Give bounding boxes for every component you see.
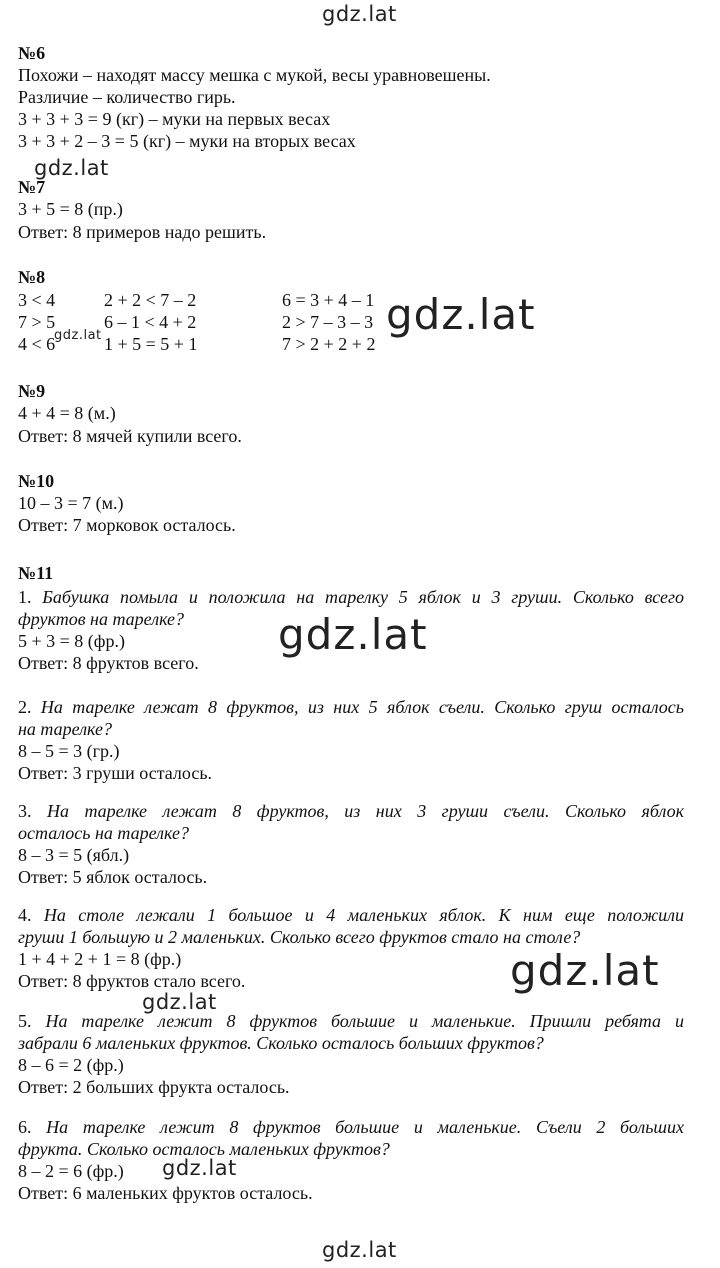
watermark-bottom: gdz.lat: [322, 1238, 397, 1262]
watermark-top: gdz.lat: [322, 2, 397, 26]
answer: Ответ: 8 фруктов всего.: [18, 653, 199, 673]
task-4-line-2: груши 1 большую и 2 маленьких. Сколько всего фруктов стало на столе?: [18, 927, 581, 947]
heading-10: №10: [18, 471, 55, 491]
task-5-line-1: [18, 1010, 684, 1032]
comparison: 3 < 4: [18, 290, 56, 310]
task-text: На столе лежали 1 большое и 4 маленьких яблок. К ним еще положили: [43, 905, 684, 925]
task-1-line-2: фруктов на тарелке?: [18, 609, 185, 629]
watermark-s8-small: gdz.lat: [54, 328, 102, 343]
answer: Ответ: 3 груши осталось.: [18, 763, 213, 783]
watermark-s11-5: gdz.lat: [142, 990, 217, 1014]
heading-7: №7: [18, 177, 46, 197]
watermark-s8-large: gdz.lat: [386, 290, 536, 339]
comparison: 2 + 2 < 7 – 2: [104, 290, 197, 310]
answer: Ответ: 2 больших фрукта осталось.: [18, 1077, 290, 1097]
comparison: 1 + 5 = 5 + 1: [104, 334, 198, 354]
task-number: 4.: [18, 905, 32, 925]
task-3-line-1: [18, 800, 684, 822]
answer: Ответ: 5 яблок осталось.: [18, 867, 208, 887]
calculation: 1 + 4 + 2 + 1 = 8 (фр.): [18, 949, 182, 969]
text-line: Ответ: 8 мячей купили всего.: [18, 426, 242, 446]
text-line: Различие – количество гирь.: [18, 87, 236, 107]
calculation: 8 – 6 = 2 (фр.): [18, 1055, 124, 1075]
comparison: 7 > 2 + 2 + 2: [282, 334, 376, 354]
task-text: На тарелке лежат 8 фруктов, из них 3 груши съели. Сколько яблок: [46, 801, 684, 821]
comparison: 2 > 7 – 3 – 3: [282, 312, 374, 332]
task-6-line-2: фрукта. Сколько осталось маленьких фруктов?: [18, 1139, 390, 1159]
task-number: 1.: [18, 587, 32, 607]
heading-8: №8: [18, 267, 46, 287]
text-line: Ответ: 8 примеров надо решить.: [18, 222, 267, 242]
task-number: 6.: [18, 1117, 32, 1137]
text-line: 4 + 4 = 8 (м.): [18, 403, 116, 423]
task-number: 5.: [18, 1011, 32, 1031]
task-number: 2.: [18, 697, 32, 717]
comparison: 6 – 1 < 4 + 2: [104, 312, 197, 332]
calculation: 5 + 3 = 8 (фр.): [18, 631, 125, 651]
task-text: На тарелке лежит 8 фруктов большие и маленькие. Пришли ребята и: [45, 1011, 684, 1031]
answer: Ответ: 6 маленьких фруктов осталось.: [18, 1183, 313, 1203]
task-text: Бабушка помыла и положила на тарелку 5 яблок и 3 груши. Сколько всего: [42, 587, 685, 607]
task-number: 3.: [18, 801, 32, 821]
text-line: Ответ: 7 морковок осталось.: [18, 515, 236, 535]
text-line: 3 + 3 + 2 – 3 = 5 (кг) – муки на вторых весах: [18, 131, 356, 151]
task-2-line-1: [18, 696, 684, 718]
answer: Ответ: 8 фруктов стало всего.: [18, 971, 246, 991]
task-text: На тарелке лежит 8 фруктов большие и маленькие. Съели 2 больших: [46, 1117, 685, 1137]
comparison: 6 = 3 + 4 – 1: [282, 290, 375, 310]
text-line: Похожи – находят массу мешка с мукой, весы уравновешены.: [18, 65, 491, 85]
heading-11: №11: [18, 563, 54, 583]
watermark-s7: gdz.lat: [34, 156, 109, 180]
task-2-line-2: на тарелке?: [18, 719, 112, 739]
calculation: 8 – 5 = 3 (гр.): [18, 741, 120, 761]
heading-6: №6: [18, 43, 46, 63]
watermark-s11-4: gdz.lat: [510, 946, 660, 995]
task-4-line-1: [18, 904, 684, 926]
watermark-s11-1: gdz.lat: [278, 610, 428, 659]
text-line: 3 + 3 + 3 = 9 (кг) – муки на первых весах: [18, 109, 331, 129]
comparison: 4 < 6: [18, 334, 56, 354]
heading-9: №9: [18, 381, 46, 401]
task-3-line-2: осталось на тарелке?: [18, 823, 189, 843]
comparison: 7 > 5: [18, 312, 56, 332]
task-text: На тарелке лежат 8 фруктов, из них 5 яблок съели. Сколько груш осталось: [40, 697, 684, 717]
text-line: 3 + 5 = 8 (пр.): [18, 199, 123, 219]
text-line: 10 – 3 = 7 (м.): [18, 493, 124, 513]
calculation: 8 – 3 = 5 (ябл.): [18, 845, 130, 865]
task-5-line-2: забрали 6 маленьких фруктов. Сколько осталось больших фруктов?: [18, 1033, 544, 1053]
task-1-line-1: [18, 586, 684, 608]
watermark-s11-6: gdz.lat: [162, 1156, 237, 1180]
task-6-line-1: [18, 1116, 684, 1138]
calculation: 8 – 2 = 6 (фр.): [18, 1161, 124, 1181]
